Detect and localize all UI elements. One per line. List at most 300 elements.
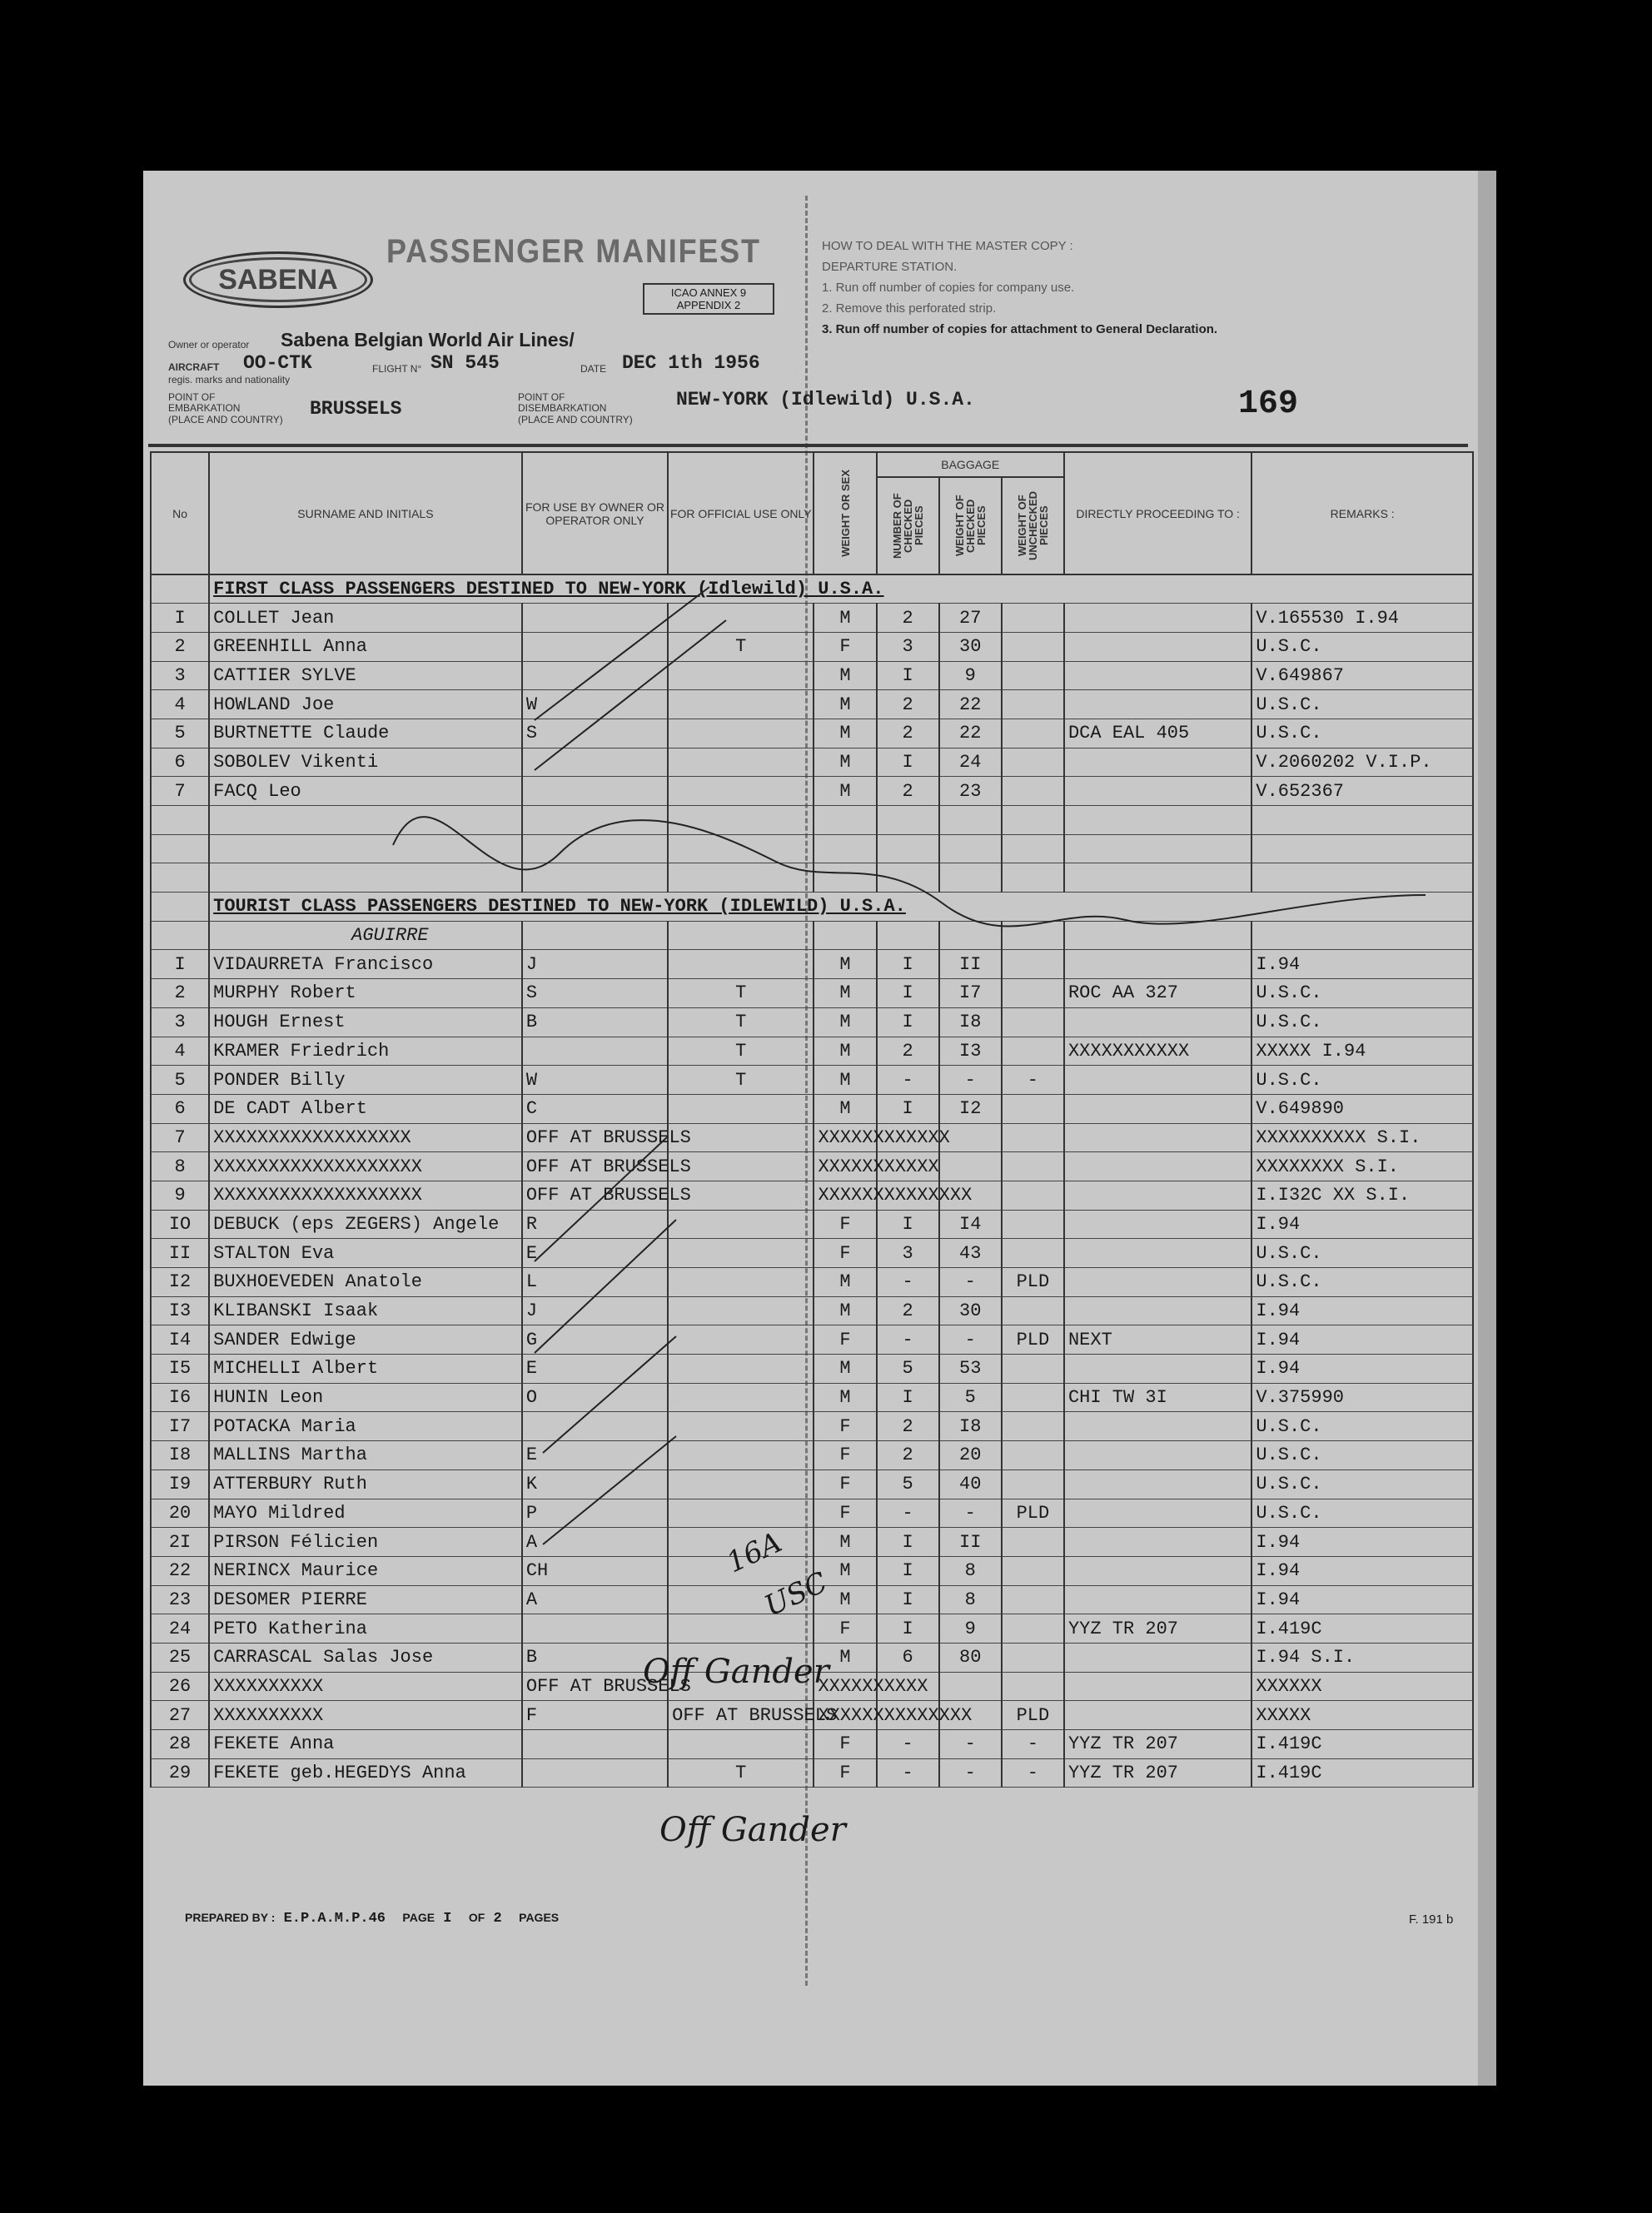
cell-sex: M: [814, 1094, 876, 1123]
passenger-row: [151, 1239, 1473, 1268]
cell-unck: [1002, 1470, 1064, 1499]
cell-owner: OFF AT BRUSSELS: [522, 1152, 668, 1181]
cell-proc: [1064, 1441, 1251, 1470]
cell-proc: [1064, 1701, 1251, 1730]
passenger-row: [151, 632, 1473, 661]
cell-no: I8: [151, 1441, 209, 1470]
cell-sex: F: [814, 1412, 876, 1441]
page-label: PAGE: [402, 1911, 435, 1924]
cell-proc: [1064, 1643, 1251, 1672]
cell-owner: [522, 1730, 668, 1759]
cell-off: [668, 719, 814, 748]
col-baggage: BAGGAGE: [877, 452, 1064, 477]
cell-pcs: I: [877, 1528, 939, 1557]
cell-wt: I4: [939, 1210, 1002, 1239]
cell-off: [668, 1094, 814, 1123]
cell-wt: [939, 1672, 1002, 1701]
cell-rem: I.94: [1251, 1556, 1473, 1585]
blank-cell: [668, 921, 814, 950]
instruction-line: DEPARTURE STATION.: [822, 260, 958, 274]
cell-sex: M: [814, 661, 876, 690]
passenger-row: [151, 1470, 1473, 1499]
passenger-row: [151, 979, 1473, 1008]
cell-wt: I7: [939, 979, 1002, 1008]
cell-no: I6: [151, 1383, 209, 1412]
cell-sex: XXXXXXXXXXXX: [814, 1123, 876, 1152]
col-proceeding: DIRECTLY PROCEEDING TO :: [1064, 452, 1251, 574]
cell-wt: -: [939, 1268, 1002, 1297]
cell-sex: M: [814, 950, 876, 979]
col-owner-use: FOR USE BY OWNER OR OPERATOR ONLY: [522, 452, 668, 574]
blank-cell: [151, 834, 209, 863]
cell-name: SANDER Edwige: [209, 1325, 522, 1355]
cell-proc: ROC AA 327: [1064, 979, 1251, 1008]
icao-reference-box: [643, 283, 774, 315]
cell-name: FEKETE Anna: [209, 1730, 522, 1759]
cell-sex: M: [814, 719, 876, 748]
cell-proc: YYZ TR 207: [1064, 1614, 1251, 1644]
cell-unck: [1002, 1585, 1064, 1614]
cell-unck: [1002, 1355, 1064, 1384]
cell-sex: F: [814, 1210, 876, 1239]
cell-sex: M: [814, 604, 876, 633]
wt-unchecked-label: WEIGHT OF UNCHECKED PIECES: [1015, 490, 1050, 561]
section-heading-row: [151, 574, 1473, 604]
cell-proc: [1064, 690, 1251, 719]
cell-pcs: I: [877, 1007, 939, 1037]
cell-no: I: [151, 604, 209, 633]
blank-cell: [814, 834, 876, 863]
cell-name: BUXHOEVEDEN Anatole: [209, 1268, 522, 1297]
cell-no: 3: [151, 661, 209, 690]
cell-pcs: -: [877, 1730, 939, 1759]
cell-sex: M: [814, 777, 876, 806]
flight-value: SN 545: [430, 352, 500, 374]
cell-name: VIDAURRETA Francisco: [209, 950, 522, 979]
cell-owner: E: [522, 1239, 668, 1268]
cell-rem: I.419C: [1251, 1730, 1473, 1759]
cell-sex: M: [814, 1585, 876, 1614]
section-heading: FIRST CLASS PASSENGERS DESTINED TO NEW-YORK (Idlewild) U.S.A.: [209, 574, 1473, 604]
cell-rem: U.S.C.: [1251, 690, 1473, 719]
cell-owner: [522, 1037, 668, 1066]
cell-wt: 8: [939, 1556, 1002, 1585]
cell-no: 2: [151, 979, 209, 1008]
manifest-sheet: [143, 171, 1496, 2086]
passenger-row: [151, 1412, 1473, 1441]
cell-off: T: [668, 1037, 814, 1066]
cell-name: PETO Katherina: [209, 1614, 522, 1644]
cell-owner: W: [522, 690, 668, 719]
blank-row: [151, 834, 1473, 863]
cell-off: [668, 1268, 814, 1297]
cell-off: T: [668, 1758, 814, 1788]
cell-off: [668, 1412, 814, 1441]
blank-cell: [939, 806, 1002, 835]
cell-off: T: [668, 632, 814, 661]
blank-cell: [939, 863, 1002, 893]
cell-owner: F: [522, 1701, 668, 1730]
cell-owner: P: [522, 1499, 668, 1528]
cell-pcs: 2: [877, 1037, 939, 1066]
cell-wt: 30: [939, 1296, 1002, 1325]
embark-value: BRUSSELS: [310, 398, 402, 420]
cell-owner: W: [522, 1066, 668, 1095]
cell-name: FEKETE geb.HEGEDYS Anna: [209, 1758, 522, 1788]
heading-spacer: [151, 574, 209, 604]
blank-row: [151, 863, 1473, 893]
cell-no: 22: [151, 1556, 209, 1585]
cell-sex: M: [814, 1007, 876, 1037]
cell-unck: [1002, 719, 1064, 748]
cell-no: 5: [151, 1066, 209, 1095]
cell-unck: [1002, 1672, 1064, 1701]
cell-owner: [522, 604, 668, 633]
cell-sex: M: [814, 1556, 876, 1585]
cell-pcs: I: [877, 1585, 939, 1614]
cell-unck: [1002, 1007, 1064, 1037]
cell-unck: -: [1002, 1758, 1064, 1788]
cell-unck: [1002, 1152, 1064, 1181]
cell-owner: [522, 1614, 668, 1644]
cell-proc: [1064, 1268, 1251, 1297]
cell-proc: [1064, 604, 1251, 633]
passenger-row: [151, 1355, 1473, 1384]
cell-name: ATTERBURY Ruth: [209, 1470, 522, 1499]
cell-wt: -: [939, 1325, 1002, 1355]
passenger-row: [151, 1066, 1473, 1095]
cell-proc: [1064, 1123, 1251, 1152]
cell-proc: [1064, 632, 1251, 661]
cell-sex: M: [814, 1296, 876, 1325]
cell-unck: [1002, 1556, 1064, 1585]
cell-rem: V.649890: [1251, 1094, 1473, 1123]
cell-rem: U.S.C.: [1251, 719, 1473, 748]
cell-wt: -: [939, 1066, 1002, 1095]
cell-wt: [939, 1152, 1002, 1181]
cell-no: I: [151, 950, 209, 979]
cell-owner: E: [522, 1441, 668, 1470]
cell-name: KLIBANSKI Isaak: [209, 1296, 522, 1325]
cell-owner: G: [522, 1325, 668, 1355]
cell-owner: OFF AT BRUSSELS: [522, 1123, 668, 1152]
passenger-row: [151, 748, 1473, 777]
cell-sex: F: [814, 632, 876, 661]
passenger-row: [151, 1296, 1473, 1325]
cell-pcs: I: [877, 661, 939, 690]
cell-owner: J: [522, 950, 668, 979]
cell-off: [668, 1730, 814, 1759]
cell-unck: [1002, 1383, 1064, 1412]
cell-no: 4: [151, 690, 209, 719]
cell-no: 2: [151, 632, 209, 661]
blank-cell: [1002, 806, 1064, 835]
blank-cell: [668, 863, 814, 893]
cell-unck: [1002, 1094, 1064, 1123]
cell-name: XXXXXXXXXXXXXXXXXXX: [209, 1152, 522, 1181]
cell-pcs: -: [877, 1268, 939, 1297]
blank-cell: [877, 921, 939, 950]
cell-owner: E: [522, 1355, 668, 1384]
cell-no: 7: [151, 1123, 209, 1152]
passenger-row: [151, 1123, 1473, 1152]
cell-rem: V.375990: [1251, 1383, 1473, 1412]
cell-off: T: [668, 1066, 814, 1095]
blank-cell: [668, 806, 814, 835]
cell-owner: S: [522, 979, 668, 1008]
cell-pcs: 2: [877, 1412, 939, 1441]
cell-name: NERINCX Maurice: [209, 1556, 522, 1585]
cell-owner: [522, 1412, 668, 1441]
blank-cell: [522, 863, 668, 893]
cell-unck: PLD: [1002, 1325, 1064, 1355]
passenger-row: [151, 604, 1473, 633]
cell-rem: I.94: [1251, 1325, 1473, 1355]
cell-proc: DCA EAL 405: [1064, 719, 1251, 748]
of-value: 2: [493, 1911, 502, 1927]
cell-owner: J: [522, 1296, 668, 1325]
of-label: OF: [468, 1911, 485, 1924]
cell-wt: I2: [939, 1094, 1002, 1123]
passenger-row: [151, 1007, 1473, 1037]
cell-unck: [1002, 1296, 1064, 1325]
cell-owner: A: [522, 1528, 668, 1557]
cell-owner: O: [522, 1383, 668, 1412]
cell-rem: I.419C: [1251, 1758, 1473, 1788]
cell-name: STALTON Eva: [209, 1239, 522, 1268]
cell-sex: F: [814, 1499, 876, 1528]
col-surname: SURNAME AND INITIALS: [209, 452, 522, 574]
cell-owner: [522, 661, 668, 690]
cell-pcs: I: [877, 1556, 939, 1585]
cell-rem: I.94: [1251, 1585, 1473, 1614]
blank-cell: [209, 834, 522, 863]
passenger-row: [151, 661, 1473, 690]
cell-rem: XXXXXXXX S.I.: [1251, 1152, 1473, 1181]
cell-unck: -: [1002, 1730, 1064, 1759]
passenger-row: [151, 1037, 1473, 1066]
passenger-row: [151, 1701, 1473, 1730]
cell-unck: [1002, 1239, 1064, 1268]
instruction-line: 2. Remove this perforated strip.: [822, 301, 997, 316]
cell-no: 6: [151, 748, 209, 777]
cell-name: HOWLAND Joe: [209, 690, 522, 719]
blank-cell: [151, 863, 209, 893]
cell-pcs: 2: [877, 719, 939, 748]
aircraft-sub-label: regis. marks and nationality: [168, 374, 291, 385]
cell-unck: [1002, 979, 1064, 1008]
prepared-value: E.P.A.M.P.46: [283, 1911, 386, 1927]
cell-off: [668, 1441, 814, 1470]
cell-name: DEBUCK (eps ZEGERS) Angele: [209, 1210, 522, 1239]
handwritten-aguirre: AGUIRRE: [209, 921, 522, 950]
passenger-row: [151, 1730, 1473, 1759]
cell-name: KRAMER Friedrich: [209, 1037, 522, 1066]
cell-no: 3: [151, 1007, 209, 1037]
cell-owner: [522, 748, 668, 777]
cell-owner: A: [522, 1585, 668, 1614]
cell-wt: 5: [939, 1383, 1002, 1412]
cell-proc: [1064, 1210, 1251, 1239]
cell-off: [668, 690, 814, 719]
cell-rem: I.94: [1251, 1528, 1473, 1557]
blank-cell: [522, 834, 668, 863]
cell-proc: [1064, 1412, 1251, 1441]
cell-rem: U.S.C.: [1251, 1007, 1473, 1037]
cell-pcs: I: [877, 1383, 939, 1412]
cell-proc: [1064, 1355, 1251, 1384]
cell-no: I4: [151, 1325, 209, 1355]
disembark-sub-label: (PLACE AND COUNTRY): [518, 414, 633, 425]
copy-instructions: [822, 236, 1217, 340]
cell-proc: XXXXXXXXXXX: [1064, 1037, 1251, 1066]
cell-name: HOUGH Ernest: [209, 1007, 522, 1037]
num-checked-label: NUMBER OF CHECKED PIECES: [890, 493, 925, 559]
passenger-row: [151, 1325, 1473, 1355]
cell-off: [668, 748, 814, 777]
cell-pcs: 2: [877, 1441, 939, 1470]
cell-no: 5: [151, 719, 209, 748]
cell-pcs: I: [877, 748, 939, 777]
cell-pcs: I: [877, 1094, 939, 1123]
cell-name: XXXXXXXXXX: [209, 1701, 522, 1730]
cell-sex: M: [814, 690, 876, 719]
cell-rem: U.S.C.: [1251, 1412, 1473, 1441]
cell-name: CARRASCAL Salas Jose: [209, 1643, 522, 1672]
cell-proc: NEXT: [1064, 1325, 1251, 1355]
cell-proc: [1064, 1470, 1251, 1499]
cell-rem: I.419C: [1251, 1614, 1473, 1644]
cell-wt: 27: [939, 604, 1002, 633]
cell-wt: 40: [939, 1470, 1002, 1499]
cell-wt: II: [939, 1528, 1002, 1557]
sabena-logo: SABENA: [183, 251, 373, 308]
col-official-use: FOR OFFICIAL USE ONLY: [668, 452, 814, 574]
cell-proc: [1064, 1007, 1251, 1037]
note-spacer: [151, 921, 209, 950]
handwritten-usc: USC: [759, 1565, 833, 1624]
blank-cell: [814, 863, 876, 893]
cell-proc: [1064, 1585, 1251, 1614]
cell-pcs: I: [877, 950, 939, 979]
cell-off: [668, 1210, 814, 1239]
cell-name: PONDER Billy: [209, 1066, 522, 1095]
blank-cell: [209, 806, 522, 835]
passenger-row: [151, 1499, 1473, 1528]
cell-name: DE CADT Albert: [209, 1094, 522, 1123]
cell-rem: XXXXX I.94: [1251, 1037, 1473, 1066]
cell-owner: [522, 777, 668, 806]
cell-off: [668, 604, 814, 633]
cell-unck: [1002, 1412, 1064, 1441]
cell-name: SOBOLEV Vikenti: [209, 748, 522, 777]
cell-owner: OFF AT BRUSSELS: [522, 1672, 668, 1701]
cell-off: [668, 1325, 814, 1355]
cell-off: [668, 1383, 814, 1412]
cell-rem: I.94: [1251, 1210, 1473, 1239]
cell-no: I5: [151, 1355, 209, 1384]
cell-proc: CHI TW 3I: [1064, 1383, 1251, 1412]
cell-owner: C: [522, 1094, 668, 1123]
cell-no: 7: [151, 777, 209, 806]
blank-cell: [1002, 834, 1064, 863]
blank-cell: [877, 863, 939, 893]
cell-pcs: 5: [877, 1355, 939, 1384]
cell-no: 6: [151, 1094, 209, 1123]
cell-unck: PLD: [1002, 1268, 1064, 1297]
cell-unck: [1002, 1614, 1064, 1644]
cell-wt: 9: [939, 1614, 1002, 1644]
cell-wt: I3: [939, 1037, 1002, 1066]
section-heading: TOURIST CLASS PASSENGERS DESTINED TO NEW-YORK (IDLEWILD) U.S.A.: [209, 893, 1473, 922]
cell-no: 24: [151, 1614, 209, 1644]
cell-wt: 23: [939, 777, 1002, 806]
col-weight-sex: [814, 452, 876, 574]
cell-pcs: I: [877, 1210, 939, 1239]
cell-name: MALLINS Martha: [209, 1441, 522, 1470]
cell-owner: K: [522, 1470, 668, 1499]
cell-off: [668, 1614, 814, 1644]
cell-name: MICHELLI Albert: [209, 1355, 522, 1384]
embark-label: POINT OF EMBARKATION: [168, 391, 241, 414]
cell-off: [668, 1355, 814, 1384]
cell-unck: [1002, 1037, 1064, 1066]
cell-pcs: 6: [877, 1643, 939, 1672]
cell-proc: [1064, 1556, 1251, 1585]
cell-pcs: 2: [877, 777, 939, 806]
cell-no: 29: [151, 1758, 209, 1788]
cell-off: [668, 777, 814, 806]
cell-wt: 30: [939, 632, 1002, 661]
cell-sex: F: [814, 1441, 876, 1470]
instruction-line: 1. Run off number of copies for company use.: [822, 281, 1075, 295]
blank-cell: [1064, 863, 1251, 893]
header-rule: [148, 444, 1468, 447]
blank-cell: [151, 806, 209, 835]
cell-wt: -: [939, 1499, 1002, 1528]
cell-owner: OFF AT BRUSSELS: [522, 1181, 668, 1210]
cell-unck: -: [1002, 1066, 1064, 1095]
passenger-row: [151, 719, 1473, 748]
blank-cell: [939, 834, 1002, 863]
cell-rem: I.94: [1251, 1355, 1473, 1384]
cell-proc: [1064, 1181, 1251, 1210]
cell-name: FACQ Leo: [209, 777, 522, 806]
footer: [185, 1911, 559, 1927]
blank-cell: [1002, 921, 1064, 950]
cell-name: GREENHILL Anna: [209, 632, 522, 661]
cell-owner: [522, 1758, 668, 1788]
cell-rem: XXXXXXXXXX S.I.: [1251, 1123, 1473, 1152]
cell-unck: [1002, 950, 1064, 979]
cell-wt: -: [939, 1730, 1002, 1759]
cell-rem: U.S.C.: [1251, 1499, 1473, 1528]
cell-sex: M: [814, 1037, 876, 1066]
cell-wt: 43: [939, 1239, 1002, 1268]
date-value: DEC 1th 1956: [622, 352, 760, 374]
cell-unck: [1002, 1643, 1064, 1672]
cell-no: I9: [151, 1470, 209, 1499]
cell-no: I2: [151, 1268, 209, 1297]
cell-rem: U.S.C.: [1251, 1066, 1473, 1095]
passenger-row: [151, 1268, 1473, 1297]
cell-sex: M: [814, 1528, 876, 1557]
cell-rem: I.94: [1251, 950, 1473, 979]
page-number: 169: [1238, 385, 1299, 423]
cell-name: XXXXXXXXXX: [209, 1672, 522, 1701]
cell-off: [668, 1499, 814, 1528]
cell-off: [668, 1470, 814, 1499]
